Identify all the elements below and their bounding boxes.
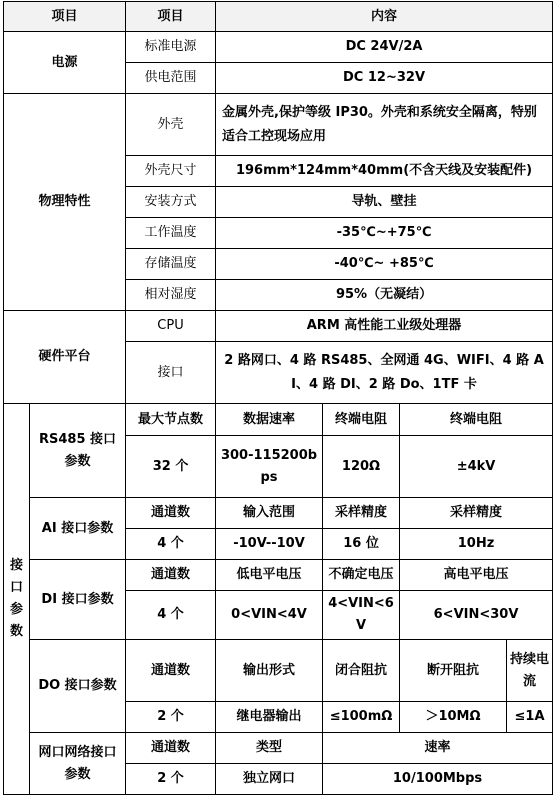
cell: 0<VIN<4V [216, 591, 323, 640]
cell: ≤1A [507, 702, 553, 733]
header-content: 内容 [216, 2, 553, 32]
row-label: 存储温度 [126, 249, 216, 280]
cell: 32 个 [126, 436, 216, 498]
table-row [4, 94, 553, 156]
cell: 120Ω [323, 436, 400, 498]
row-value: 2 路网口、4 路 RS485、全网通 4G、WIFI、4 路 AI、4 路 DI、2 路 Do、1TF 卡 [216, 342, 553, 404]
cell: 最大节点数 [126, 404, 216, 436]
cell: 16 位 [323, 529, 400, 560]
cell: 4 个 [126, 529, 216, 560]
row-value: 金属外壳,保护等级 IP30。外壳和系统安全隔离，特别适合工控现场应用 [216, 94, 553, 156]
row-value: -35℃~+75℃ [216, 218, 553, 249]
cell: 数据速率 [216, 404, 323, 436]
cell: -10V--10V [216, 529, 323, 560]
cell: ±4kV [400, 436, 553, 498]
row-label: 外壳尺寸 [126, 156, 216, 187]
table-row [4, 404, 553, 436]
di-label: DI 接口参数 [30, 560, 126, 640]
cell: 通道数 [126, 640, 216, 702]
cell: 通道数 [126, 560, 216, 591]
cell: 输出形式 [216, 640, 323, 702]
row-label: 外壳 [126, 94, 216, 156]
table-row [4, 311, 553, 342]
group-physical: 物理特性 [4, 94, 126, 311]
cell: ≤100mΩ [323, 702, 400, 733]
cell: 类型 [216, 733, 323, 764]
group-char: 参 [9, 602, 23, 617]
cell: 持续电流 [507, 640, 553, 702]
cell: 不确定电压 [323, 560, 400, 591]
cell: 输入范围 [216, 498, 323, 529]
group-interface [4, 404, 30, 795]
cell: 通道数 [126, 733, 216, 764]
row-label: 标准电源 [126, 32, 216, 63]
cell: 终端电阻 [400, 404, 553, 436]
row-value: -40℃~ +85℃ [216, 249, 553, 280]
header-item: 项目 [4, 2, 126, 32]
cell: 断开阻抗 [400, 640, 507, 702]
row-value: 95%（无凝结） [216, 280, 553, 311]
cell: 速率 [323, 733, 553, 764]
cell: 终端电阻 [323, 404, 400, 436]
cell: 采样精度 [323, 498, 400, 529]
table-row [4, 560, 553, 591]
spec-table [3, 1, 553, 795]
row-value: 196mm*124mm*40mm(不含天线及安装配件) [216, 156, 553, 187]
cell: 2 个 [126, 702, 216, 733]
header-item-sub: 项目 [126, 2, 216, 32]
group-char: 口 [9, 580, 23, 595]
group-hardware: 硬件平台 [4, 311, 126, 404]
row-label: 接口 [126, 342, 216, 404]
row-label: CPU [126, 311, 216, 342]
ai-label: AI 接口参数 [30, 498, 126, 560]
table-row [4, 498, 553, 529]
do-label: DO 接口参数 [30, 640, 126, 733]
cell: 2 个 [126, 764, 216, 795]
rs485-label: RS485 接口参数 [30, 404, 126, 498]
row-label: 工作温度 [126, 218, 216, 249]
cell: 独立网口 [216, 764, 323, 795]
row-label: 相对湿度 [126, 280, 216, 311]
cell: 4<VIN<6V [323, 591, 400, 640]
header-row [4, 2, 553, 32]
table-row [4, 640, 553, 702]
cell: 通道数 [126, 498, 216, 529]
cell: 6<VIN<30V [400, 591, 553, 640]
row-value: 导轨、壁挂 [216, 187, 553, 218]
cell: 10/100Mbps [323, 764, 553, 795]
net-label: 网口网络接口参数 [30, 733, 126, 795]
group-power: 电源 [4, 32, 126, 94]
cell: 采样精度 [400, 498, 553, 529]
row-value: DC 12~32V [216, 63, 553, 94]
cell: 继电器输出 [216, 702, 323, 733]
cell: 高电平电压 [400, 560, 553, 591]
group-char: 数 [9, 624, 23, 639]
row-value: ARM 高性能工业级处理器 [216, 311, 553, 342]
cell: 300-115200bps [216, 436, 323, 498]
cell: 4 个 [126, 591, 216, 640]
row-label: 安装方式 [126, 187, 216, 218]
cell: 低电平电压 [216, 560, 323, 591]
cell: 10Hz [400, 529, 553, 560]
table-row [4, 733, 553, 764]
group-char: 接 [9, 558, 23, 573]
cell: ＞10MΩ [400, 702, 507, 733]
row-value: DC 24V/2A [216, 32, 553, 63]
cell: 闭合阻抗 [323, 640, 400, 702]
table-row [4, 32, 553, 63]
row-label: 供电范围 [126, 63, 216, 94]
